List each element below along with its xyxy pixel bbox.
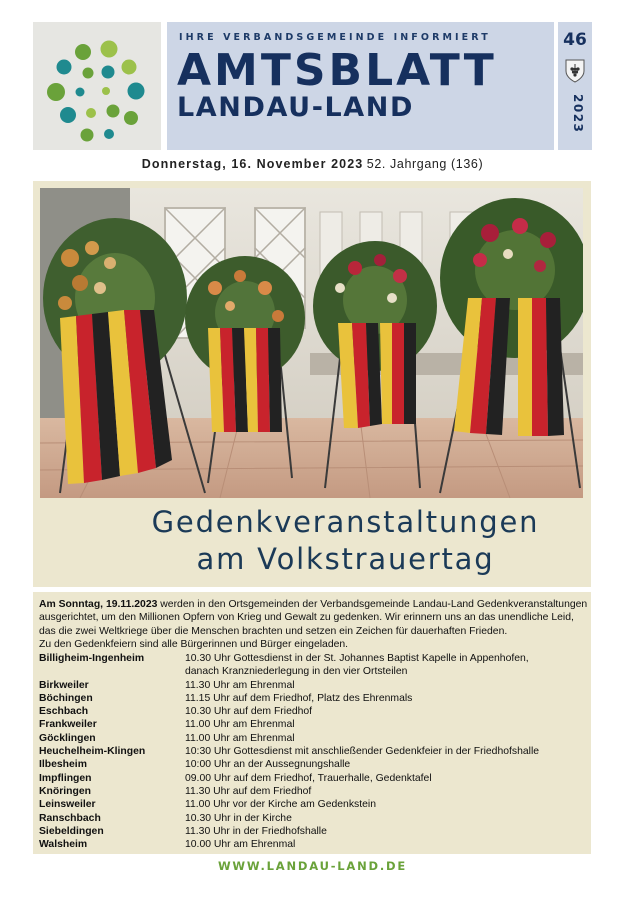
schedule-row	[39, 745, 591, 758]
schedule-time: 10.30 Uhr in der Kirche	[185, 812, 292, 824]
schedule-time-line-1: 10.30 Uhr Gottesdienst in der St. Johannes Baptist Kapelle in Appenhofen,	[185, 653, 529, 664]
schedule-row	[39, 718, 591, 731]
schedule-place: Göcklingen	[39, 732, 96, 744]
article-lead-date: Am Sonntag, 19.11.2023	[39, 599, 158, 610]
schedule-time: 11.00 Uhr am Ehrenmal	[185, 732, 295, 744]
schedule-time: 10.30 Uhr auf dem Friedhof	[185, 706, 313, 718]
issue-panel	[558, 22, 592, 150]
schedule-place: Heuchelheim-Klingen	[39, 746, 146, 758]
masthead-subtitle: LANDAU-LAND	[177, 92, 415, 123]
schedule-place: Knöringen	[39, 785, 91, 797]
article-line-3: das die zwei Weltkriege über die Menschen brachten und setzen ein Zeichen für dauerhaften Frieden.	[39, 625, 508, 637]
schedule-place: Böchingen	[39, 692, 93, 704]
dateline	[0, 157, 625, 171]
issue-date: Donnerstag, 16. November 2023	[141, 157, 364, 171]
schedule-row	[39, 732, 591, 745]
schedule-row	[39, 679, 591, 692]
masthead-kicker: IHRE VERBANDSGEMEINDE INFORMIERT	[179, 32, 491, 43]
schedule-place: Ranschbach	[39, 812, 101, 824]
schedule-row	[39, 838, 591, 851]
schedule-list	[39, 652, 591, 851]
wreaths-photo	[40, 188, 583, 498]
schedule-row	[39, 812, 591, 825]
schedule-time: 10:00 Uhr an der Aussegnungshalle	[185, 759, 351, 771]
schedule-time: 10.00 Uhr am Ehrenmal	[185, 839, 296, 851]
schedule-place: Frankweiler	[39, 719, 97, 731]
schedule-place: Leinsweiler	[39, 799, 96, 811]
schedule-place: Walsheim	[39, 839, 88, 851]
schedule-time	[185, 652, 591, 679]
article-intro	[39, 598, 591, 651]
schedule-place: Eschbach	[39, 706, 89, 718]
issue-volume: 52. Jahrgang (136)	[366, 157, 484, 171]
article-line-1: werden in den Ortsgemeinden der Verbandsgemeinde Landau-Land Gedenkveranstaltungen	[157, 599, 588, 610]
footer-website-link[interactable]: WWW.LANDAU-LAND.DE	[217, 859, 408, 873]
schedule-place: Billigheim-Ingenheim	[39, 653, 145, 664]
schedule-row	[39, 705, 591, 718]
event-info-box	[33, 592, 591, 854]
schedule-row	[39, 825, 591, 838]
schedule-time: 11.30 Uhr am Ehrenmal	[185, 679, 295, 691]
schedule-time-line-2: danach Kranzniederlegung in den vier Ortsteilen	[185, 666, 408, 678]
schedule-place: Ilbesheim	[39, 759, 87, 771]
schedule-time: 11.00 Uhr vor der Kirche am Gedenkstein	[185, 799, 376, 811]
schedule-time: 11.30 Uhr auf dem Friedhof	[185, 785, 312, 797]
issue-year: 2023	[571, 94, 585, 134]
schedule-row	[39, 758, 591, 771]
schedule-place: Impflingen	[39, 772, 92, 784]
article-line-4: Zu den Gedenkfeiern sind alle Bürgerinnen und Bürger eingeladen.	[39, 638, 349, 650]
schedule-place: Siebeldingen	[39, 825, 104, 837]
logo	[33, 22, 161, 150]
article-line-2: ausgerichtet, um den Millionen Opfern von Krieg und Gewalt zu gedenken. Wir erinnern uns an das unendliche Leid,	[39, 612, 574, 624]
cover-headline	[33, 504, 625, 578]
schedule-row	[39, 798, 591, 811]
coat-of-arms-icon	[564, 58, 586, 84]
masthead-title: AMTSBLATT	[177, 45, 497, 96]
dot-logo-icon	[33, 22, 161, 150]
headline-line-2: am Volkstrauertag	[196, 542, 495, 576]
schedule-row	[39, 652, 591, 679]
schedule-time: 10:30 Uhr Gottesdienst mit anschließender Gedenkfeier in der Friedhofshalle	[185, 746, 540, 758]
schedule-time: 11.30 Uhr in der Friedhofshalle	[185, 825, 327, 837]
masthead	[167, 22, 554, 150]
issue-number: 46	[563, 30, 587, 50]
cover-frame	[33, 181, 591, 587]
schedule-time: 09.00 Uhr auf dem Friedhof, Trauerhalle, Gedenktafel	[185, 772, 432, 784]
headline-line-1: Gedenkveranstaltungen	[151, 505, 540, 539]
schedule-time: 11.00 Uhr am Ehrenmal	[185, 719, 295, 731]
schedule-row	[39, 785, 591, 798]
schedule-place: Birkweiler	[39, 679, 89, 691]
schedule-time: 11.15 Uhr auf dem Friedhof, Platz des Ehrenmals	[185, 692, 413, 704]
schedule-row	[39, 692, 591, 705]
schedule-row	[39, 772, 591, 785]
